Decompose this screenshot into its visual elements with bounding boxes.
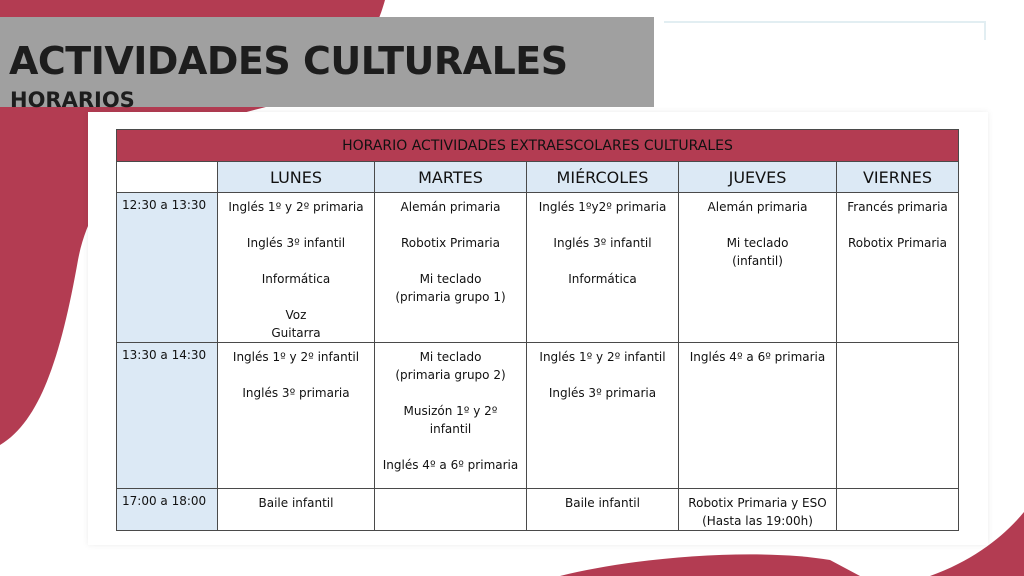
- activity-entry: Inglés 1º y 2º infantil: [539, 350, 666, 364]
- page-subtitle: HORARIOS: [10, 88, 135, 112]
- activity-entry: Inglés 3º primaria: [548, 386, 657, 400]
- activity-cell-thursday: [679, 343, 837, 489]
- bottom-wave-shape: [560, 554, 860, 576]
- activity-entry: Mi teclado: [419, 272, 482, 286]
- activity-entry: Baile infantil: [565, 496, 640, 510]
- activity-entry: infantil: [429, 422, 472, 436]
- day-header-wednesday: MIÉRCOLES: [527, 162, 679, 193]
- activity-entry: (primaria grupo 1): [395, 290, 506, 304]
- activity-cell-wednesday: [527, 343, 679, 489]
- activity-cell-wednesday: [527, 489, 679, 531]
- activity-cell-tuesday: [375, 343, 527, 489]
- page-title: ACTIVIDADES CULTURALES: [9, 39, 568, 83]
- activity-cell-monday: [218, 489, 375, 531]
- activity-cell-thursday: [679, 193, 837, 343]
- activity-entry: Informática: [568, 272, 637, 286]
- day-header-monday: LUNES: [218, 162, 375, 193]
- activity-entry: Inglés 4º a 6º primaria: [382, 458, 519, 472]
- day-header-tuesday: MARTES: [375, 162, 527, 193]
- activity-cell-tuesday: [375, 489, 527, 531]
- time-slot-cell: 13:30 a 14:30: [117, 343, 218, 489]
- activity-entry: Inglés 4º a 6º primaria: [689, 350, 826, 364]
- activity-entry: Inglés 1ºy2º primaria: [538, 200, 667, 214]
- activity-cell-monday: [218, 193, 375, 343]
- table-row: [117, 489, 959, 531]
- schedule-table: [116, 129, 959, 531]
- activity-entry: Musizón 1º y 2º: [403, 404, 498, 418]
- activity-entry: Voz: [285, 308, 307, 322]
- day-header-thursday: JUEVES: [679, 162, 837, 193]
- day-header-friday: VIERNES: [837, 162, 959, 193]
- corner-cell: [117, 162, 218, 193]
- table-row: [117, 193, 959, 343]
- banner-row: [117, 130, 959, 162]
- day-header-row: [117, 162, 959, 193]
- activity-entry: (infantil): [732, 254, 783, 268]
- activity-cell-wednesday: [527, 193, 679, 343]
- activity-entry: Robotix Primaria y ESO: [688, 496, 827, 510]
- activity-entry: (primaria grupo 2): [395, 368, 506, 382]
- time-slot-cell: 17:00 a 18:00: [117, 489, 218, 531]
- activity-entry: Inglés 3º infantil: [553, 236, 652, 250]
- activity-entry: Inglés 1º y 2º primaria: [228, 200, 364, 214]
- activity-cell-tuesday: [375, 193, 527, 343]
- activity-entry: Mi teclado: [419, 350, 482, 364]
- top-right-line: [664, 22, 985, 40]
- activity-entry: Alemán primaria: [707, 200, 808, 214]
- activity-entry: Inglés 1º y 2º infantil: [232, 350, 360, 364]
- activity-entry: Baile infantil: [258, 496, 334, 510]
- activity-entry: Alemán primaria: [400, 200, 501, 214]
- title-box: [0, 17, 654, 112]
- table-row: [117, 343, 959, 489]
- activity-entry: Francés primaria: [847, 200, 948, 214]
- table-banner: HORARIO ACTIVIDADES EXTRAESCOLARES CULTURALES: [117, 130, 959, 162]
- activity-entry: Inglés 3º primaria: [242, 386, 350, 400]
- time-slot-cell: 12:30 a 13:30: [117, 193, 218, 343]
- schedule-body: [117, 193, 959, 531]
- activity-entry: (Hasta las 19:00h): [702, 514, 813, 528]
- activity-entry: Robotix Primaria: [400, 236, 500, 250]
- activity-entry: Inglés 3º infantil: [246, 236, 346, 250]
- activity-cell-thursday: [679, 489, 837, 531]
- activity-cell-friday: [837, 193, 959, 343]
- activity-cell-monday: [218, 343, 375, 489]
- activity-entry: Informática: [261, 272, 331, 286]
- activity-entry: Guitarra: [271, 326, 321, 340]
- activity-entry: Robotix Primaria: [847, 236, 947, 250]
- activity-entry: Mi teclado: [726, 236, 789, 250]
- activity-cell-friday: [837, 343, 959, 489]
- activity-cell-friday: [837, 489, 959, 531]
